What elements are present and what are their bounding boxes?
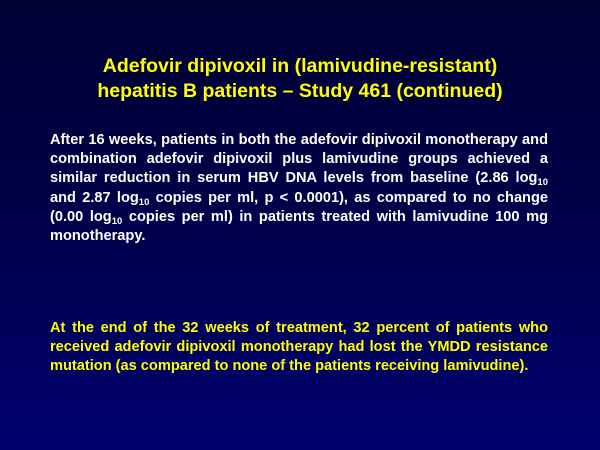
subscript-10: 10 <box>138 196 150 208</box>
title-line-1: Adefovir dipivoxil in (lamivudine-resistant) <box>102 55 498 77</box>
subscript-10: 10 <box>111 215 123 227</box>
results-text-3: copies per ml, p < 0.0001), as compared to no change (0.00 log <box>50 189 549 225</box>
results-text-2: and 2.87 log <box>50 189 139 206</box>
title-line-2: hepatitis B patients – Study 461 (continued) <box>97 80 503 102</box>
slide-title <box>20 54 580 104</box>
results-paragraph <box>50 131 548 246</box>
mutation-paragraph: At the end of the 32 weeks of treatment, 32 percent of patients who received adefovir dipivoxil monotherapy had lost the YMDD resistance mutation (as compared to none of the patients receiving lamivudine). <box>50 320 548 375</box>
results-text-4: copies per ml) in patients treated with lamivudine 100 mg monotherapy. <box>50 208 548 245</box>
subscript-10: 10 <box>537 177 548 189</box>
results-text-1: After 16 weeks, patients in both the adefovir dipivoxil monotherapy and combination adefovir dipivoxil plus lamivudine groups achieved a similar reduction in serum HBV DNA levels from baseline (2.86 log <box>50 132 548 187</box>
